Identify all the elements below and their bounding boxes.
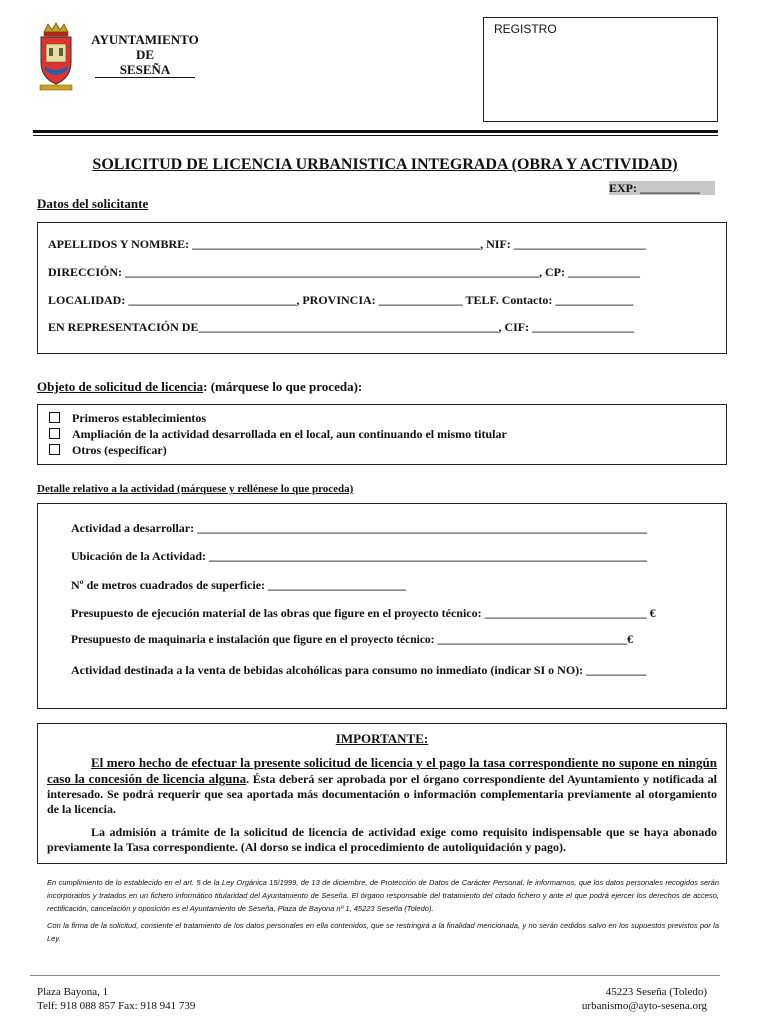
coat-of-arms-logo xyxy=(36,22,76,92)
checkbox-icon[interactable] xyxy=(49,412,60,423)
municipality-name xyxy=(80,32,210,78)
important-heading: IMPORTANTE: xyxy=(335,731,429,746)
applicant-representation-cif-field[interactable]: EN REPRESENTACIÓN DE__________________________________________________, CIF: _________________ xyxy=(48,320,635,334)
applicant-locality-province-phone-field[interactable]: LOCALIDAD: ____________________________, PROVINCIA: ______________ TELF. Contacto: _____________ xyxy=(48,293,634,307)
activity-type-field[interactable]: Actividad a desarrollar: ___________________________________________________________________________ xyxy=(71,521,648,535)
registro-box xyxy=(483,17,718,122)
footer-divider xyxy=(30,975,720,976)
footer-postal: 45223 Seseña (Toledo) xyxy=(605,986,707,998)
form-title: SOLICITUD DE LICENCIA URBANISTICA INTEGRADA (OBRA Y ACTIVIDAD) xyxy=(92,156,678,173)
object-section-heading xyxy=(37,379,362,395)
option-label: Otros (especificar) xyxy=(72,443,167,457)
option-label: Primeros establecimientos xyxy=(72,411,207,425)
applicant-section-heading: Datos del solicitante xyxy=(37,196,149,211)
works-budget-field[interactable]: Presupuesto de ejecución material de las obras que figure en el proyecto técnico: ___________________________ € xyxy=(71,606,656,620)
header-divider-thick xyxy=(33,130,718,133)
footer-address: Plaza Bayona, 1 xyxy=(37,986,109,998)
footer-phone-fax: Telf: 918 088 857 Fax: 918 941 739 xyxy=(37,1000,196,1012)
important-paragraph-2: La admisión a trámite de la solicitud de licencia de actividad exige como requisito indispensable que se haya abonado previamente la Tasa correspondiente. (Al dorso se indica el procedimiento de autoliquidación y pago). xyxy=(47,825,717,854)
alcohol-sale-field[interactable]: Actividad destinada a la venta de bebidas alcohólicas para consumo no inmediato (indicar SI o NO): __________ xyxy=(71,663,647,677)
checkbox-icon[interactable] xyxy=(49,428,60,439)
legal-paragraph-2: Con la firma de la solicitud, consiente el tratamiento de los datos personales en ella contenidos, que se restringirá a la finalidad mencionada, y no serán cedidos salvo en los supuestos previstos por la Ley. xyxy=(47,921,719,943)
legal-paragraph-1: En cumplimiento de lo establecido en el art. 5 de la Ley Orgánica 15/1999, de 13 de diciembre, de Protección de Datos de Carácter Personal, le informamos, que los datos personales recogidos serán incorporados y tratados en un fichero informático titularidad del Ayuntamiento de Seseña. El órgano responsable del tratamiento del citado fichero y ante el que podrá ejercer los derechos de acceso, rectificación, cancelación y oposición es el Ayuntamiento de Seseña, Plaza de Bayona nº 1, 45223 Seseña (Toledo). xyxy=(47,878,719,913)
footer-left xyxy=(37,985,195,1013)
important-notice-box xyxy=(37,723,727,864)
applicant-box xyxy=(37,222,727,354)
option-label: Ampliación de la actividad desarrollada en el local, aun continuando el mismo titular xyxy=(72,427,507,441)
activity-detail-box xyxy=(37,503,727,709)
applicant-address-cp-field[interactable]: DIRECCIÓN: _____________________________________________________________________, CP: ____________ xyxy=(48,265,640,279)
machinery-budget-field[interactable]: Presupuesto de maquinaria e instalación que figure en el proyecto técnico: _________________________________€ xyxy=(71,634,633,646)
object-options-box xyxy=(37,404,727,465)
important-paragraph-1 xyxy=(47,755,717,817)
footer-email: urbanismo@ayto-sesena.org xyxy=(581,1000,707,1012)
option-ampliacion-actividad[interactable] xyxy=(49,427,507,442)
important-underlined-text: El mero hecho de efectuar la presente solicitud de licencia y el pago la tasa correspondiente no supone en ningún caso la concesión de licencia alguna xyxy=(47,755,717,786)
object-section-hint: : (márquese lo que proceda): xyxy=(203,379,363,394)
applicant-name-nif-field[interactable]: APELLIDOS Y NOMBRE: ________________________________________________, NIF: ______________________ xyxy=(48,237,646,251)
detail-section-heading: Detalle relativo a la actividad (márquese y rellénese lo que proceda) xyxy=(37,483,354,495)
municipality-line-2: DE xyxy=(135,47,155,62)
checkbox-icon[interactable] xyxy=(49,444,60,455)
surface-m2-field[interactable]: Nº de metros cuadrados de superficie: _______________________ xyxy=(71,578,407,592)
option-otros[interactable] xyxy=(49,443,167,458)
data-protection-notice xyxy=(47,876,719,949)
header-divider-thin xyxy=(33,135,718,136)
exp-number-field[interactable]: EXP: __________ xyxy=(609,181,715,195)
activity-location-field[interactable]: Ubicación de la Actividad: _________________________________________________________________________ xyxy=(71,549,648,563)
registro-label: REGISTRO xyxy=(494,22,557,36)
municipality-line-1: AYUNTAMIENTO xyxy=(91,32,199,47)
option-primeros-establecimientos[interactable] xyxy=(49,411,206,426)
municipality-line-3: SESEÑA xyxy=(95,62,195,78)
object-section-title: Objeto de solicitud de licencia xyxy=(37,379,204,394)
important-rest-text: . Ésta deberá ser aprobada por el órgano correspondiente del Ayuntamiento y notificada al interesado. Se podrá requerir que sea aportada más documentación o información complementaria previamente al otorgamiento de la licencia. xyxy=(47,772,717,816)
footer-right xyxy=(582,985,707,1013)
